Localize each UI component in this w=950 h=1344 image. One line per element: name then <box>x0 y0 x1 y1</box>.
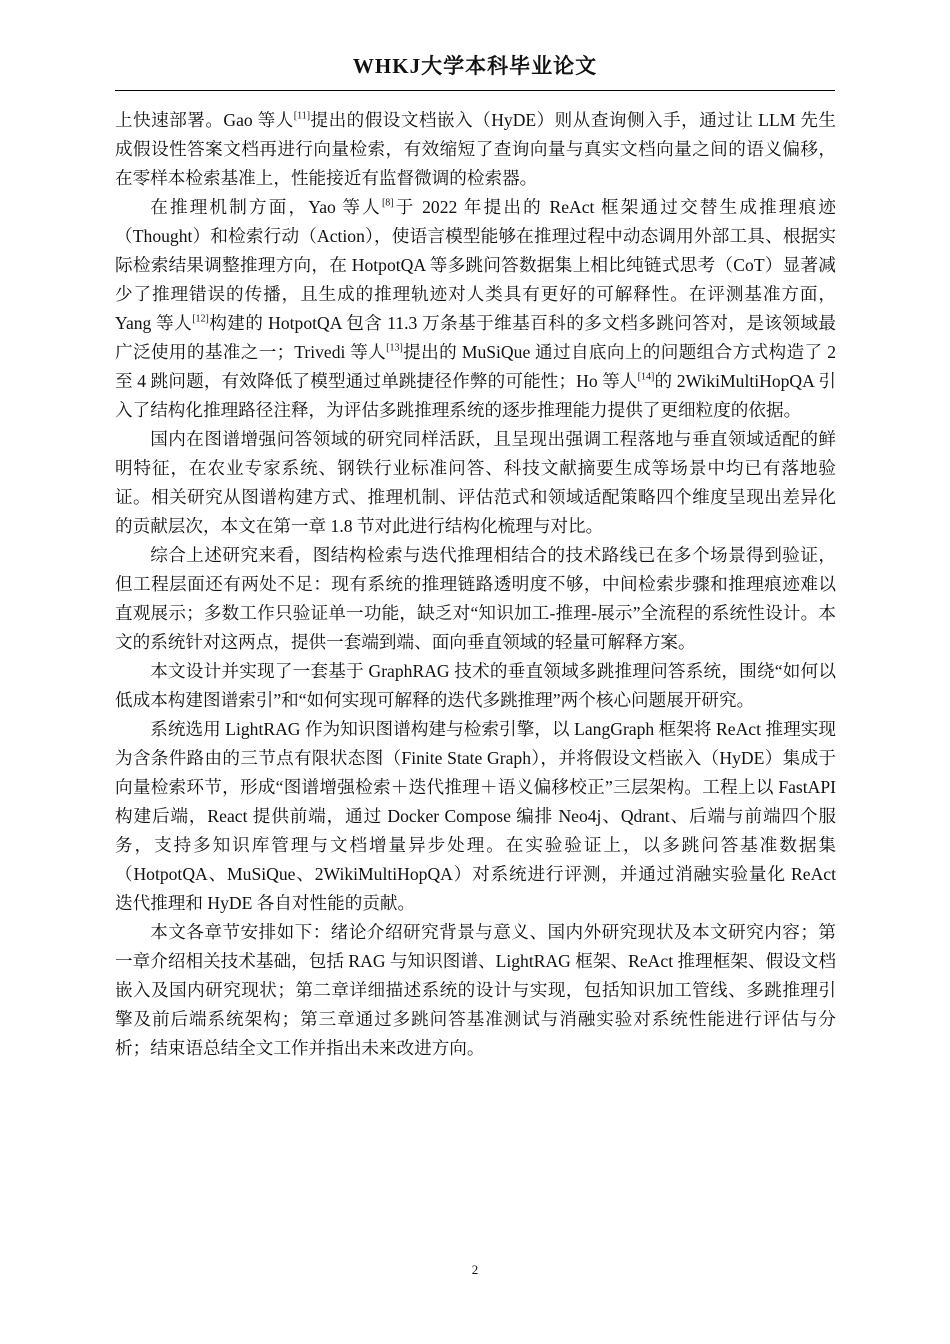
text-run: 本文各章节安排如下：绪论介绍研究背景与意义、国内外研究现状及本文研究内容；第一章介绍相关技术基础，包括 RAG 与知识图谱、LightRAG 框架、ReAct 推理框架、假设文档嵌入及国内研究现状；第二章详细描述系统的设计与实现，包括知识加工管线、多跳推理引擎及前后端系统架构；第三章通过多跳问答基准测试与消融实验对系统性能进行评估与分析；结束语总结全文工作并指出未来改进方向。 <box>115 922 836 1058</box>
paragraph <box>115 918 836 1063</box>
page-number: 2 <box>471 1262 479 1277</box>
citation-ref: [11] <box>293 110 311 122</box>
paragraph <box>115 425 836 541</box>
text-run: 上快速部署。Gao 等人 <box>115 110 294 130</box>
text-run: 系统选用 LightRAG 作为知识图谱构建与检索引擎，以 LangGraph 框架将 ReAct 推理实现为含条件路由的三节点有限状态图（Finite State Graph），并将假设文档嵌入（HyDE）集成于向量检索环节，形成“图谱增强检索＋迭代推理＋语义偏移校正”三层架构。工程上以 FastAPI 构建后端，React 提供前端，通过 Docker Compose 编排 Neo4j、Qdrant、后端与前端四个服务，支持多知识库管理与文档增量异步处理。在实验验证上，以多跳问答基准数据集（HotpotQA、MuSiQue、2WikiMultiHopQA）对系统进行评测，并通过消融实验量化 ReAct 迭代推理和 HyDE 各自对性能的贡献。 <box>115 719 836 913</box>
text-run: 的 2WikiMultiHopQA 引入了结构化推理路径注释，为评估多跳推理系统的逐步推理能力提供了更细粒度的依据。 <box>115 371 836 420</box>
paragraph <box>115 541 836 657</box>
body-text <box>115 106 836 1063</box>
paragraph <box>115 106 836 193</box>
paragraph <box>115 193 836 425</box>
citation-ref: [14] <box>637 371 655 383</box>
text-run: 在推理机制方面，Yao 等人 <box>150 197 382 217</box>
text-run: 提出的假设文档嵌入（HyDE）则从查询侧入手，通过让 LLM 先生成假设性答案文档再进行向量检索，有效缩短了查询向量与真实文档向量之间的语义偏移，在零样本检索基准上，性能接近有监督微调的检索器。 <box>115 110 836 188</box>
paragraph <box>115 715 836 918</box>
text-run: 构建的 HotpotQA 包含 11.3 万条基于维基百科的多文档多跳问答对，是该领域最广泛使用的基准之一；Trivedi 等人 <box>115 313 837 362</box>
citation-ref: [13] <box>386 342 403 354</box>
text-run: 于 2022 年提出的 ReAct 框架通过交替生成推理痕迹（Thought）和检索行动（Action），使语言模型能够在推理过程中动态调用外部工具、根据实际检索结果调整推理方向，在 HotpotQA 等多跳问答数据集上相比纯链式思考（CoT）显著减少了推理错误的传播，且生成的推理轨迹对人类具有更好的可解释性。在评测基准方面，Yang 等人 <box>115 197 837 333</box>
header-title: WHKJ大学本科毕业论文 <box>352 54 598 78</box>
paragraph <box>115 657 836 715</box>
page-header <box>115 50 835 91</box>
citation-ref: [8] <box>381 197 394 209</box>
citation-ref: [12] <box>192 313 209 325</box>
text-run: 提出的 MuSiQue 通过自底向上的问题组合方式构造了 2 至 4 跳问题，有效降低了模型通过单跳捷径作弊的可能性；Ho 等人 <box>115 342 836 391</box>
text-run: 国内在图谱增强问答领域的研究同样活跃，且呈现出强调工程落地与垂直领域适配的鲜明特征，在农业专家系统、钢铁行业标准问答、科技文献摘要生成等场景中均已有落地验证。相关研究从图谱构建方式、推理机制、评估范式和领域适配策略四个维度呈现出差异化的贡献层次，本文在第一章 1.8 节对此进行结构化梳理与对比。 <box>115 429 836 536</box>
text-run: 本文设计并实现了一套基于 GraphRAG 技术的垂直领域多跳推理问答系统，围绕“如何以低成本构建图谱索引”和“如何实现可解释的迭代多跳推理”两个核心问题展开研究。 <box>115 661 836 710</box>
text-run: 综合上述研究来看，图结构检索与迭代推理相结合的技术路线已在多个场景得到验证，但工程层面还有两处不足：现有系统的推理链路透明度不够，中间检索步骤和推理痕迹难以直观展示；多数工作只验证单一功能，缺乏对“知识加工-推理-展示”全流程的系统性设计。本文的系统针对这两点，提供一套端到端、面向垂直领域的轻量可解释方案。 <box>115 545 836 652</box>
